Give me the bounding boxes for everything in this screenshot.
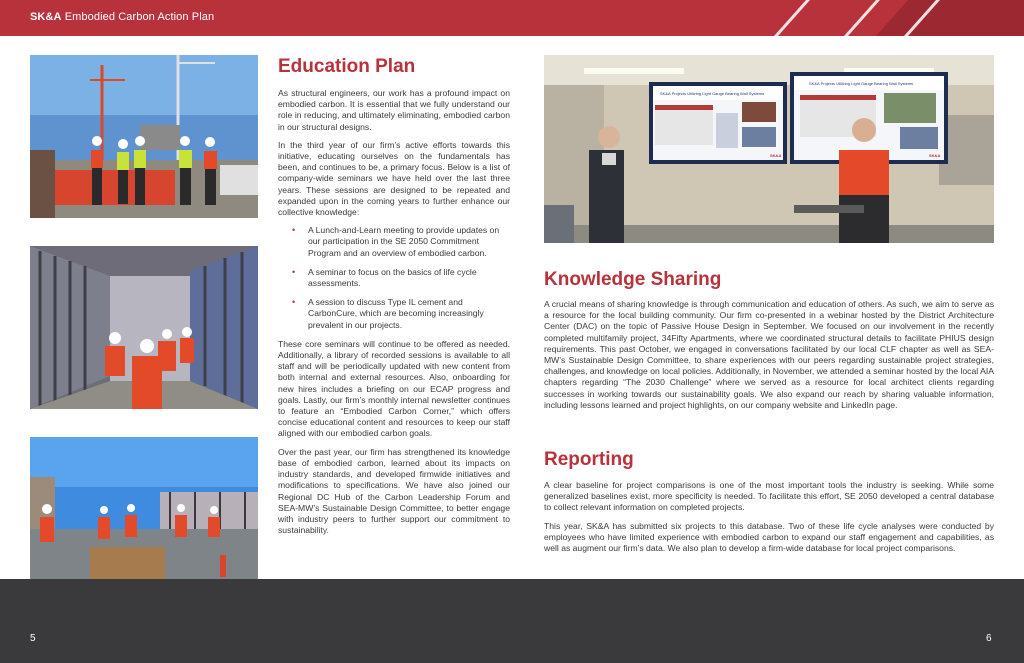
education-paragraph-1: As structural engineers, our work has a profound impact on embodied carbon. It is essential that we fully understand our role in reducing, and ultimately eliminating, embodied carbon in our structural designs.	[278, 88, 510, 132]
page-number-right: 6	[986, 633, 992, 644]
reporting-paragraph-1: A clear baseline for project comparisons is one of the most important tools the industry is seeking. While some generalized baselines exist, more specificity is needed. To facilitate this effort, SE 2050 developed a central database to collect relevant information on completed projects.	[544, 480, 994, 513]
reporting-section	[544, 449, 994, 561]
brand-name: SK&A	[30, 11, 62, 23]
seminar-list	[292, 225, 510, 331]
seminar-text: A session to discuss Type IL cement and CarbonCure, which are becoming increasingly prevalent in our projects.	[308, 297, 484, 330]
seminar-text: A seminar to focus on the basics of life cycle assessments.	[308, 266, 477, 289]
reporting-paragraph-2: This year, SK&A has submitted six projects to this database. Two of these life cycle analyses were conducted by employees who have limited experience with embodied carbon to expand our staff engagement and capabilities, as well as augment our firm’s data. We also plan to develop a firm-wide database for local project comparisons.	[544, 520, 994, 554]
photo-site-visit-group	[30, 55, 258, 218]
reporting-heading: Reporting	[544, 449, 634, 470]
education-paragraph-3: These core seminars will continue to be offered as needed. Additionally, a library of recorded sessions is available to all staff and will be periodically updated with new content from both internal and external resources. Also, onboarding for new hires includes a briefing on our ECAP progress and goals. Lastly, our firm’s monthly internal newsletter continues to feature an “Embodied Carbon Corner,” which offers concise educational content and resources to keep our staff aligned with our embodied carbon goals.	[278, 338, 510, 439]
seminar-list-item	[292, 267, 510, 289]
bullet-icon: •	[292, 297, 296, 308]
education-paragraph-4: Over the past year, our firm has strengthened its knowledge base of embodied carbon, learned about its impacts on industry standards, and developed firmwide initiatives and modifications to specifications. We have also joined our Regional DC Hub of the Carbon Leadership Forum and SEA-MW’s Sustainable Design Committee, to better engage with industry peers to further support our commitment to sustainability.	[278, 446, 510, 536]
seminar-list-item	[292, 297, 510, 331]
knowledge-sharing-section	[544, 269, 994, 418]
left-screen-logo: SK&A	[770, 153, 782, 158]
right-screen-title: SK&A Projects Utilizing Light Gauge Bearing Wall Systems	[809, 81, 914, 86]
education-heading: Education Plan	[278, 56, 416, 77]
page-number-left: 5	[30, 633, 36, 644]
document-title-text: Embodied Carbon Action Plan	[61, 11, 215, 23]
header-decorative-stripes	[744, 0, 1024, 36]
education-paragraph-2: In the third year of our firm’s active efforts towards this initiative, educating ourselves on the fundamentals has been, and continues to be, a primary focus. Below is a list of company-wide seminars we have held over the last three years. These sessions are designed to be repeated and expanded upon in the coming years to further enhance our collective knowledge:	[278, 139, 510, 218]
education-column	[278, 56, 510, 543]
footer-bar	[0, 579, 1024, 663]
left-screen-title: SK&A Projects Utilizing Light Gauge Bearing Wall Systems	[660, 91, 765, 96]
document-title	[30, 11, 214, 23]
bullet-icon: •	[292, 225, 296, 236]
photo-roof-site-tour	[30, 437, 258, 600]
seminar-text: A Lunch-and-Learn meeting to provide updates on our participation in the SE 2050 Commitment Program and an overview of embodied carbon.	[308, 225, 500, 258]
bullet-icon: •	[292, 266, 296, 277]
seminar-list-item	[292, 225, 510, 259]
photo-presentation	[544, 55, 994, 243]
photo-interior-framing	[30, 246, 258, 409]
knowledge-sharing-paragraph: A crucial means of sharing knowledge is through communication and education of others. As such, we aim to serve as a resource for the local building community. Our firm co-presented in a webinar hosted by the District Architecture Center (DAC) on the topic of Passive House Design in September. We focused on our involvement in the recently completed multifamily project, 34Fifty Apartments, where we coordinated structural details to facilitate PHIUS design requirements. This past October, we engaged in conversations facilitated by our local CLF chapter as well as SEA-MW’s Sustainable Design Committee, to share experiences with our peers regarding sustainable project strategies, challenges, and knowledge on local policies. Additionally, in November, we attended a seminar hosted by the local AIA chapters regarding “The 2030 Challenge” where we served as a resource for local architect clients regarding successes in working towards our sustainability goals. We also expand our reach by sharing valuable information, including lessons learned and project highlights, on our company website and LinkedIn page.	[544, 299, 994, 410]
right-screen-logo: SK&A	[929, 153, 941, 158]
knowledge-sharing-heading: Knowledge Sharing	[544, 269, 722, 290]
header-bar	[0, 0, 1024, 36]
